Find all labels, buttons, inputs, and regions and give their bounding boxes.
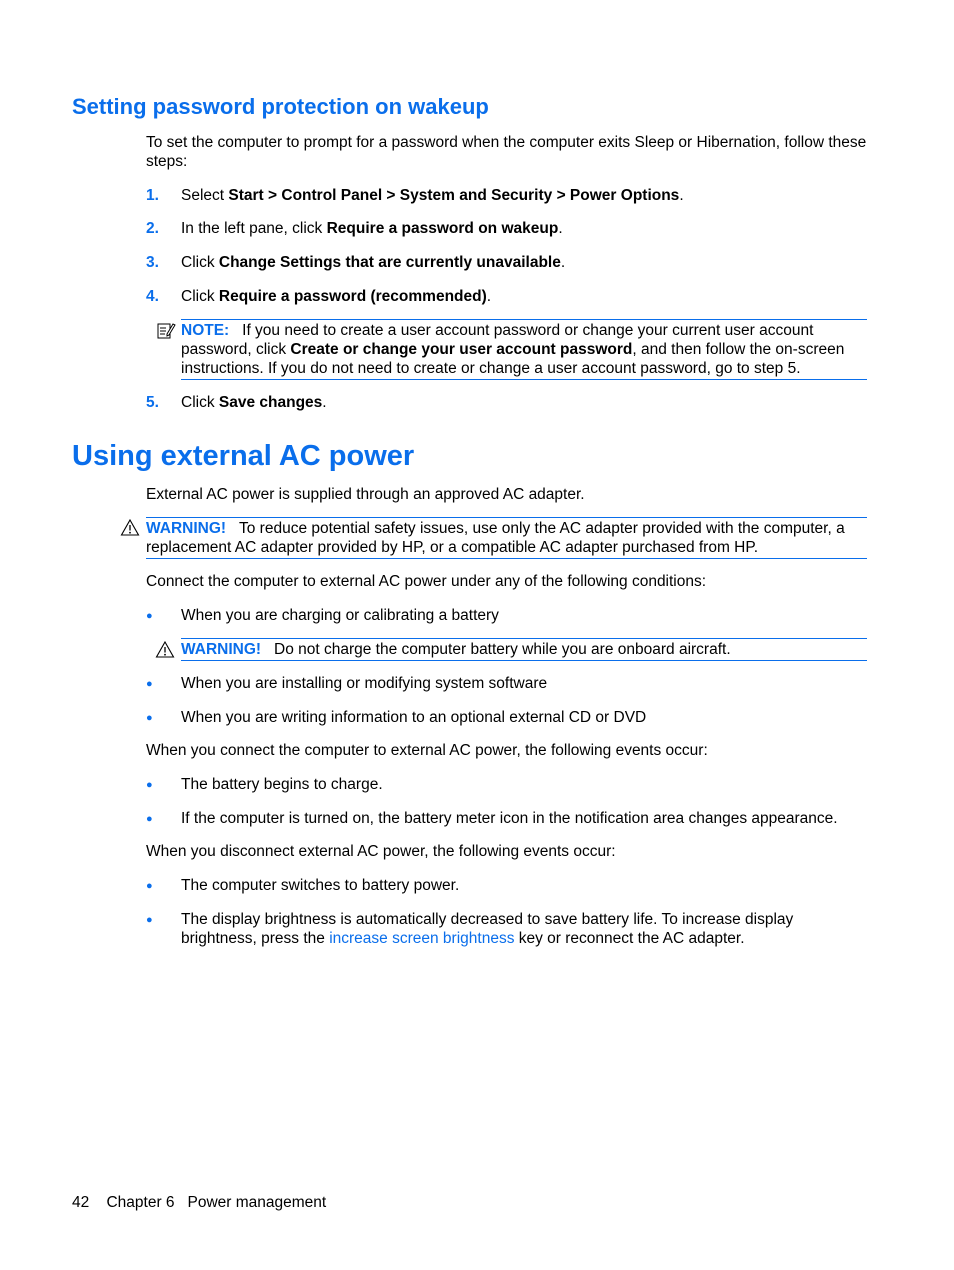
- step-number: 2.: [146, 220, 159, 237]
- step-4: Click Require a password (recommended).: [181, 288, 492, 305]
- bullet: ●: [146, 610, 153, 622]
- step-number: 3.: [146, 254, 159, 271]
- step-number: 1.: [146, 187, 159, 204]
- step-3: Click Change Settings that are currently unavailable.: [181, 254, 566, 271]
- list-item: When you are installing or modifying system software: [181, 675, 548, 692]
- note-icon: [156, 321, 176, 346]
- section-heading: Setting password protection on wakeup: [72, 94, 489, 119]
- note-label: NOTE:: [181, 322, 230, 339]
- list-item: The computer switches to battery power.: [181, 877, 460, 894]
- page-footer: [72, 1193, 326, 1212]
- bullet: ●: [146, 678, 153, 690]
- intro-paragraph: To set the computer to prompt for a password when the computer exits Sleep or Hibernation, follow these steps:: [146, 134, 867, 170]
- list-item: The display brightness is automatically decreased to save battery life. To increase display brightness, press the increase screen brightness key or reconnect the AC adapter.: [181, 911, 794, 947]
- warning-icon: [155, 640, 175, 665]
- list-item: When you are charging or calibrating a battery: [181, 607, 499, 624]
- warning-label: WARNING!: [146, 520, 227, 537]
- disconnect-intro: When you disconnect external AC power, the following events occur:: [146, 843, 616, 860]
- step-number: 4.: [146, 288, 159, 305]
- warning-box: WARNING! To reduce potential safety issues, use only the AC adapter provided with the computer, a replacement AC adapter provided by HP, or a compatible AC adapter purchased from HP.: [146, 517, 867, 559]
- bullet: ●: [146, 914, 153, 926]
- list-item: The battery begins to charge.: [181, 776, 383, 793]
- connect-intro: When you connect the computer to external AC power, the following events occur:: [146, 742, 708, 759]
- bullet: ●: [146, 779, 153, 791]
- step-2: In the left pane, click Require a password on wakeup.: [181, 220, 563, 237]
- note-box: NOTE: If you need to create a user account password or change your current user account password, click Create or change your user account password, and then follow the on-screen instructions. If you do not need to create or change a user account password, go to step 5.: [181, 319, 867, 380]
- chapter-section-heading: Using external AC power: [72, 440, 415, 472]
- list-item: If the computer is turned on, the battery meter icon in the notification area changes appearance.: [181, 810, 838, 827]
- increase-brightness-link[interactable]: increase screen brightness: [329, 930, 515, 947]
- intro-paragraph: External AC power is supplied through an approved AC adapter.: [146, 486, 585, 503]
- chapter-label: Chapter 6: [106, 1194, 175, 1211]
- bullet: ●: [146, 813, 153, 825]
- bullet: ●: [146, 712, 153, 724]
- warning-icon: [120, 518, 140, 543]
- step-number: 5.: [146, 394, 159, 411]
- conditions-intro: Connect the computer to external AC power under any of the following conditions:: [146, 573, 707, 590]
- list-item: When you are writing information to an optional external CD or DVD: [181, 709, 647, 726]
- page-number: 42: [72, 1194, 90, 1211]
- step-5: Click Save changes.: [181, 394, 327, 411]
- step-1: Select Start > Control Panel > System and Security > Power Options.: [181, 187, 684, 204]
- chapter-title: Power management: [187, 1194, 327, 1211]
- warning-label: WARNING!: [181, 641, 262, 658]
- bullet: ●: [146, 880, 153, 892]
- warning-box: WARNING! Do not charge the computer battery while you are onboard aircraft.: [181, 638, 867, 661]
